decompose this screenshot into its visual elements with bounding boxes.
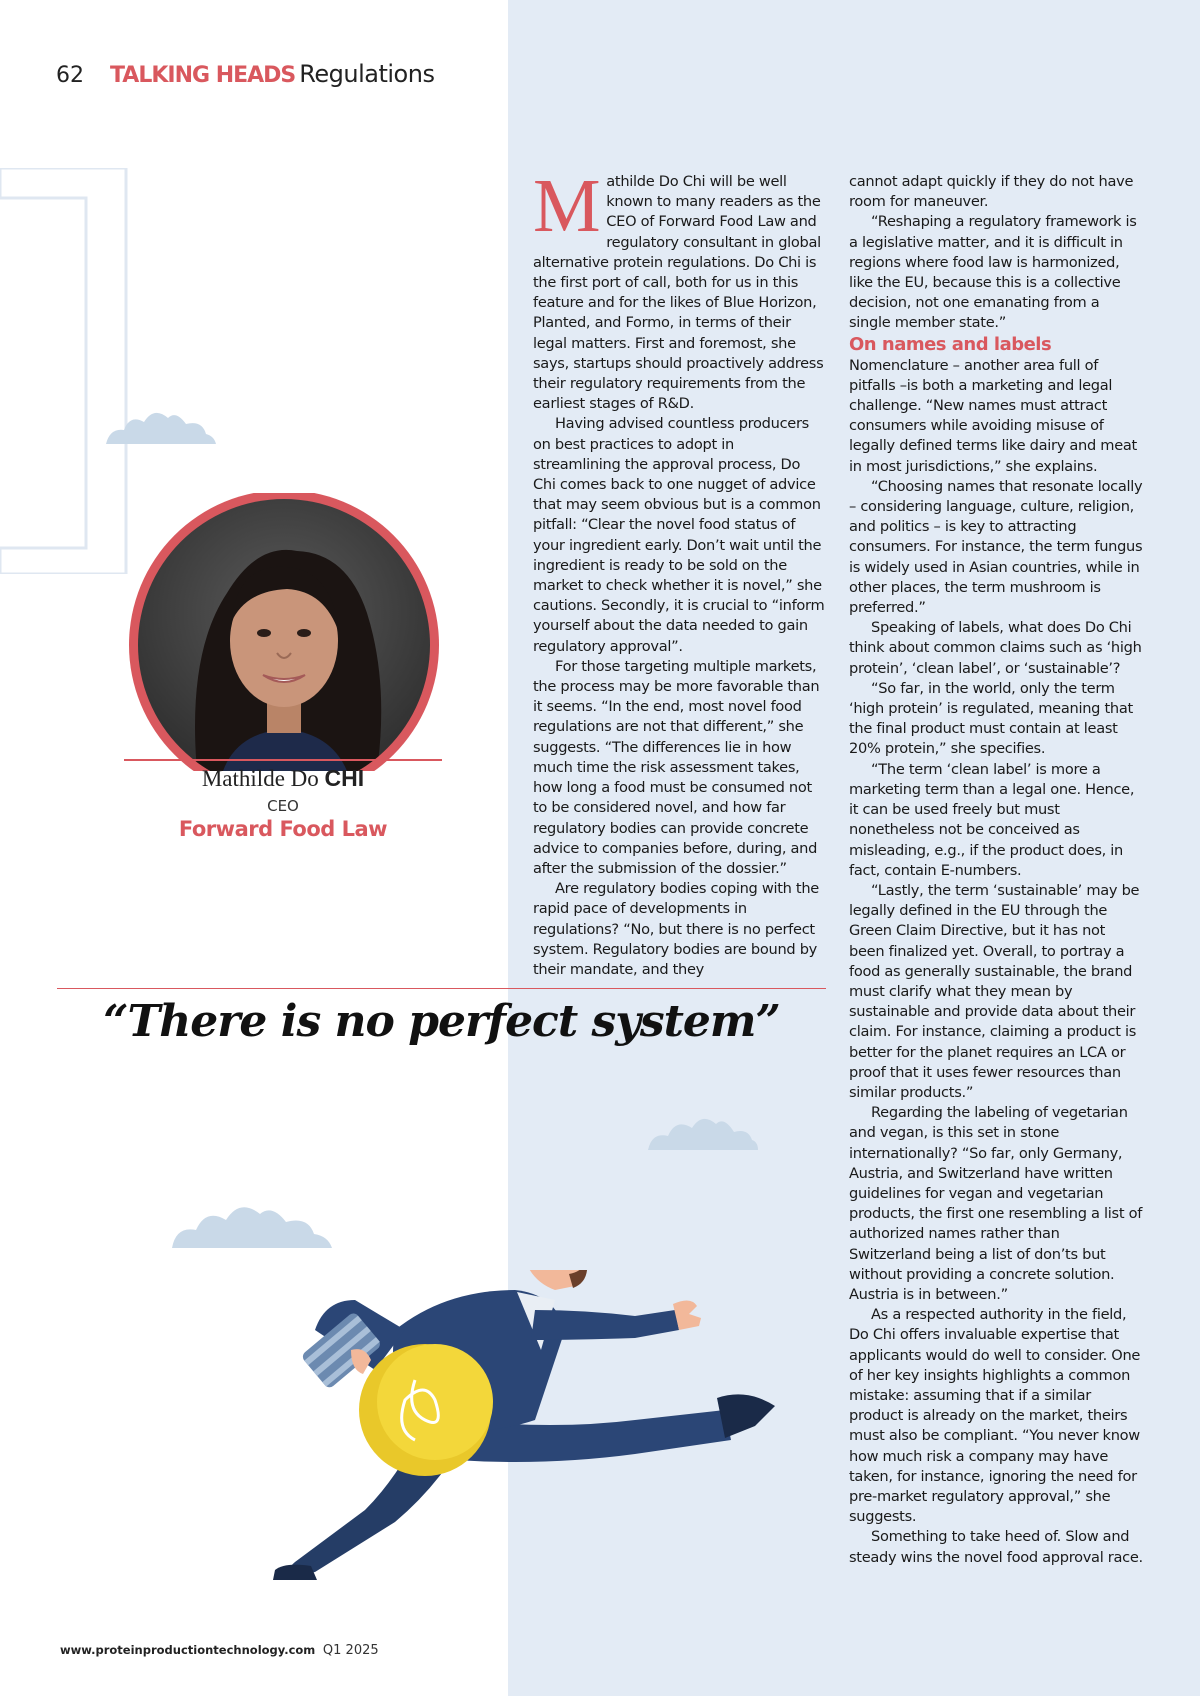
article-paragraph: Speaking of labels, what does Do Chi think about common claims such as ‘high protein’, ‘clean label’, or ‘sustainable’? (849, 619, 1142, 677)
pull-quote-divider (57, 988, 826, 989)
article-paragraph: cannot adapt quickly if they do not have room for maneuver. (849, 173, 1134, 211)
article-column-2 (849, 172, 1143, 1568)
article-paragraph: “So far, in the world, only the term ‘high protein’ is regulated, meaning that the final product must contain at least 20% protein,” she specifies. (849, 679, 1133, 758)
subsection-title: Regulations (299, 60, 435, 88)
article-paragraph: “Reshaping a regulatory framework is a legislative matter, and it is difficult in regions where food law is harmonized, like the EU, because this is a collective decision, not one emanating from a single member state.” (849, 213, 1137, 332)
page-header (56, 60, 434, 96)
decorative-letter-outline (0, 168, 128, 574)
cloud-icon (172, 1204, 332, 1248)
running-man-lightbulb-illustration (255, 1270, 805, 1600)
drop-cap: M (533, 164, 601, 248)
page-number: 62 (56, 63, 84, 88)
article-paragraph: “Lastly, the term ‘sustainable’ may be legally defined in the EU through the Green Claim Directive, but it has not been finalized yet. Overall, to portray a food as generally sustainable, the brand must clarify what they mean by sustainable and provide data about their claim. For instance, claiming a product is better for the planet requires an LCA or proof that it uses fewer resources than similar products.” (849, 881, 1140, 1101)
article-paragraph: Regarding the labeling of vegetarian and vegan, is this set in stone internationally? “So far, only Germany, Austria, and Switzerland have written guidelines for vegan and vegetarian products, the first one resembling a list of authorized names rather than Switzerland being a list of don’ts but without providing a concrete solution. Austria is in between.” (849, 1104, 1143, 1303)
person-role: CEO (267, 797, 299, 815)
cloud-icon (648, 1116, 758, 1150)
cloud-icon (106, 410, 216, 444)
person-name (124, 765, 442, 792)
footer-issue: Q1 2025 (322, 1643, 379, 1658)
section-title: TALKING HEADS (110, 63, 296, 88)
page-footer (60, 1642, 379, 1658)
article-paragraph: Having advised countless producers on best practices to adopt in streamlining the approval process, Do Chi comes back to one nugget of advice that may seem obvious but is a common pitfall: “Clear the novel food status of your ingredient early. Don’t wait until the ingredient is ready to be sold on the market to check whether it is novel,” she cautions. Secondly, it is crucial to “inform yourself about the data needed to gain regulatory approval”. (533, 415, 825, 655)
footer-website-url: www.proteinproductiontechnology.com (60, 1643, 316, 1657)
article-paragraph: Are regulatory bodies coping with the rapid pace of developments in regulations? “No, but there is no perfect system. Regulatory bodies are bound by their mandate, and they (533, 880, 819, 978)
article-subheading: On names and labels (849, 333, 1052, 355)
name-divider (124, 759, 442, 761)
article-paragraph: Something to take heed of. Slow and steady wins the novel food approval race. (849, 1528, 1143, 1566)
person-last-name: CHI (324, 765, 365, 791)
article-column-1 (533, 164, 825, 980)
article-paragraph: “The term ‘clean label’ is more a marketing term than a legal one. Hence, it can be used freely but must nonetheless not be conceived as misleading, e.g., if the product does, in fact, contain E-numbers. (849, 760, 1135, 879)
profile-photo (127, 493, 441, 771)
pull-quote: “There is no perfect system” (103, 996, 780, 1047)
person-company: Forward Food Law (178, 817, 388, 841)
person-first-name: Mathilde Do (201, 766, 319, 791)
article-paragraph: Mathilde Do Chi will be well known to many readers as the CEO of Forward Food Law and regulatory consultant in global alternative protein regulations. Do Chi is the first port of call, both for us in this feature and for the likes of Blue Horizon, Planted, and Formo, in terms of their legal matters. First and foremost, she says, startups should proactively address their regulatory requirements from the earliest stages of R&D. (533, 164, 824, 413)
article-paragraph: “Choosing names that resonate locally – considering language, culture, religion, and politics – is key to attracting consumers. For instance, the term fungus is widely used in Asian countries, while in other places, the term mushroom is preferred.” (849, 477, 1143, 617)
article-paragraph: As a respected authority in the field, Do Chi offers invaluable expertise that applicants would do well to consider. One of her key insights highlights a common mistake: assuming that if a similar product is already on the market, theirs must also be compliant. “You never know how much risk a company may have taken, for instance, ignoring the need for pre-market regulatory approval,” she suggests. (849, 1306, 1141, 1526)
article-paragraph: Nomenclature – another area full of pitfalls –is both a marketing and legal challenge. “New names must attract consumers while avoiding misuse of legally defined terms like dairy and meat in most jurisdictions,” she explains. (849, 356, 1137, 475)
article-paragraph: For those targeting multiple markets, the process may be more favorable than it seems. “In the end, most novel food regulations are not that different,” she suggests. “The differences lie in how much time the risk assessment takes, how long a food must be consumed not to be considered novel, and how far regulatory bodies can provide concrete advice to companies before, during, and after the submission of the dossier.” (533, 657, 820, 877)
